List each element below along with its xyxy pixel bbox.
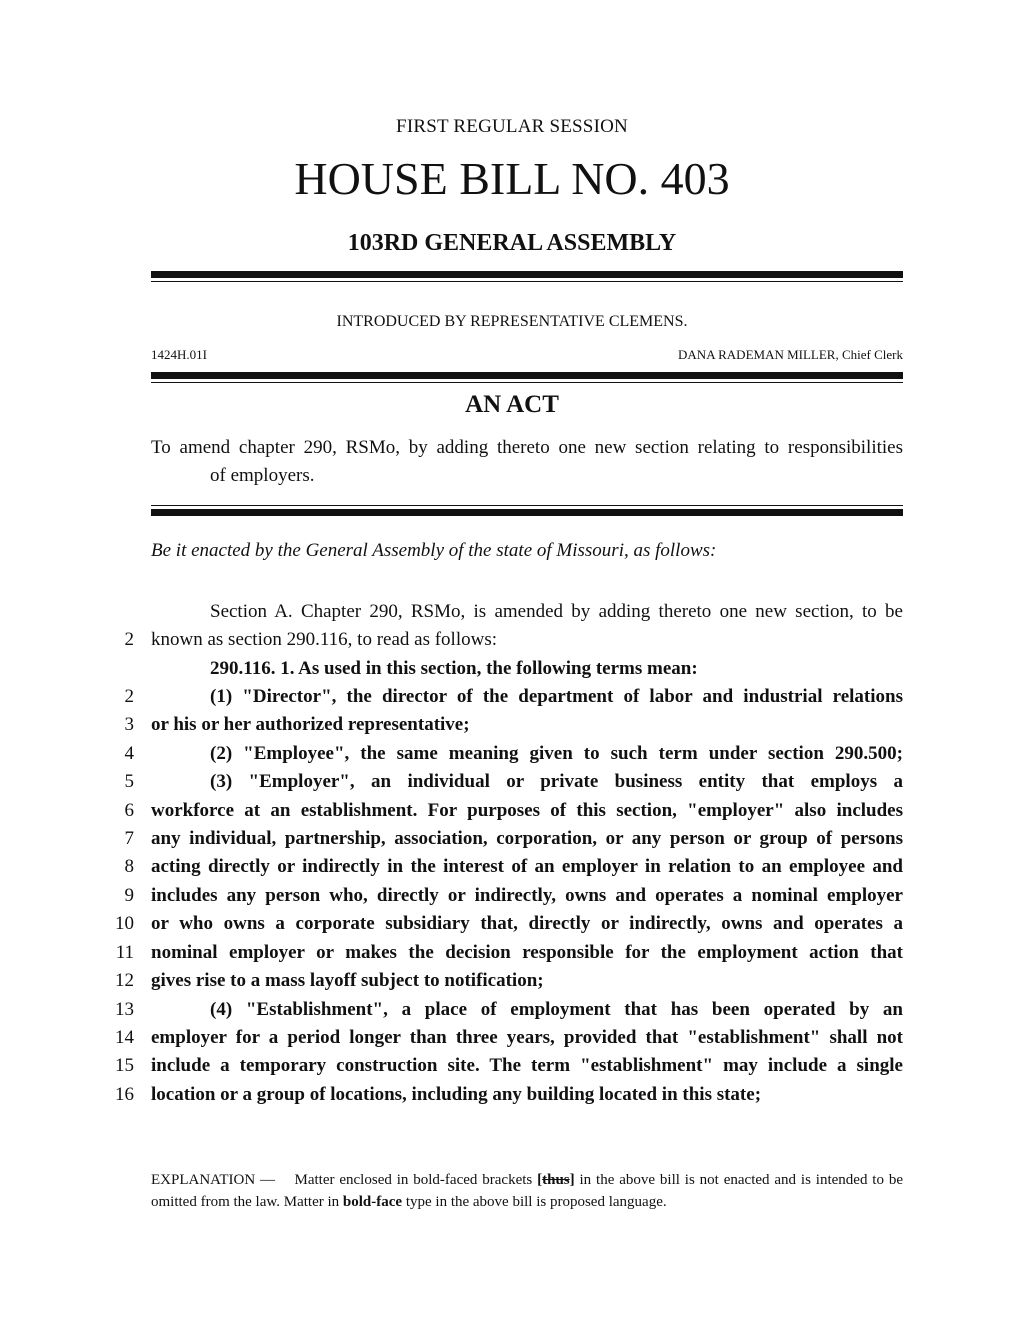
line-number: 16 — [115, 1084, 134, 1105]
body-line: (3) "Employer", an individual or private business entity that employs a — [210, 771, 903, 792]
body-line: (2) "Employee", the same meaning given to such term under section 290.500; — [210, 743, 903, 764]
struck-example: thus — [542, 1172, 570, 1188]
body-line: (4) "Establishment", a place of employment that has been operated by an — [210, 999, 903, 1020]
bracket-close: ] — [569, 1172, 575, 1188]
bill-code: 1424H.01I — [151, 347, 207, 362]
line-number: 7 — [124, 828, 134, 849]
session-label: FIRST REGULAR SESSION — [396, 116, 628, 137]
body-line: location or a group of locations, including any building located in this state; — [151, 1084, 762, 1105]
body-line: gives rise to a mass layoff subject to notification; — [151, 970, 544, 991]
act-divider-thick — [151, 509, 903, 516]
body-line: include a temporary construction site. The term "establishment" may include a single — [151, 1055, 903, 1076]
line-number: 15 — [115, 1055, 134, 1076]
line-number: 9 — [124, 885, 134, 906]
introduced-by: INTRODUCED BY REPRESENTATIVE CLEMENS. — [336, 313, 688, 330]
body-line: employer for a period longer than three years, provided that "establishment" shall not — [151, 1027, 903, 1048]
bracket-open: [ — [537, 1172, 543, 1188]
body-line: (1) "Director", the director of the department of labor and industrial relations — [210, 686, 903, 707]
act-heading: AN ACT — [465, 391, 559, 418]
line-number: 13 — [115, 999, 134, 1020]
line-number: 3 — [124, 714, 134, 735]
clerk-divider-thin — [151, 382, 903, 383]
section-heading-line: 290.116. 1. As used in this section, the following terms mean: — [210, 658, 698, 679]
explanation-part-2: in the above bill is not enacted and is intended to be omitted from the law. Matter in — [151, 1172, 904, 1210]
line-number: 2 — [124, 686, 134, 707]
line-number: 10 — [115, 913, 134, 934]
clerk-divider-thick — [151, 372, 903, 379]
body-line: Section A. Chapter 290, RSMo, is amended by adding thereto one new section, to be — [210, 601, 903, 622]
explanation-part-3: type in the above bill is proposed language. — [405, 1194, 667, 1210]
line-number: 12 — [115, 970, 134, 991]
body-line: nominal employer or makes the decision responsible for the employment action that — [151, 942, 903, 963]
body-line: known as section 290.116, to read as follows: — [151, 629, 497, 650]
act-title-line-2: of employers. — [210, 465, 315, 486]
bill-number-title: HOUSE BILL NO. 403 — [294, 153, 730, 204]
line-number: 6 — [124, 800, 134, 821]
body-line: workforce at an establishment. For purposes of this section, "employer" also includes — [151, 800, 903, 821]
header-divider-thin — [151, 281, 903, 282]
explanation-note — [151, 1169, 903, 1213]
explanation-lead: EXPLANATION — — [151, 1172, 276, 1188]
line-number: 11 — [115, 942, 134, 963]
act-title-line-1: To amend chapter 290, RSMo, by adding thereto one new section relating to responsibilities — [151, 437, 903, 458]
body-line: acting directly or indirectly in the interest of an employer in relation to an employee and — [151, 856, 903, 877]
body-line: any individual, partnership, association, corporation, or any person or group of persons — [151, 828, 903, 849]
enacting-clause: Be it enacted by the General Assembly of the state of Missouri, as follows: — [151, 540, 717, 561]
bold-face-example: bold-face — [342, 1194, 403, 1210]
explanation-part-1: Matter enclosed in bold-faced brackets — [294, 1172, 533, 1188]
line-number: 5 — [124, 771, 134, 792]
line-number: 4 — [124, 743, 134, 764]
body-line: or who owns a corporate subsidiary that, directly or indirectly, owns and operates a — [151, 913, 903, 934]
line-number: 2 — [124, 629, 134, 650]
act-divider-thin — [151, 505, 903, 506]
body-line: includes any person who, directly or indirectly, owns and operates a nominal employer — [151, 885, 903, 906]
chief-clerk: DANA RADEMAN MILLER, Chief Clerk — [678, 347, 903, 362]
act-title — [151, 434, 903, 490]
line-number: 14 — [115, 1027, 134, 1048]
header-divider-thick — [151, 271, 903, 278]
body-line: or his or her authorized representative; — [151, 714, 470, 735]
line-number: 8 — [124, 856, 134, 877]
assembly-label: 103RD GENERAL ASSEMBLY — [347, 230, 677, 256]
